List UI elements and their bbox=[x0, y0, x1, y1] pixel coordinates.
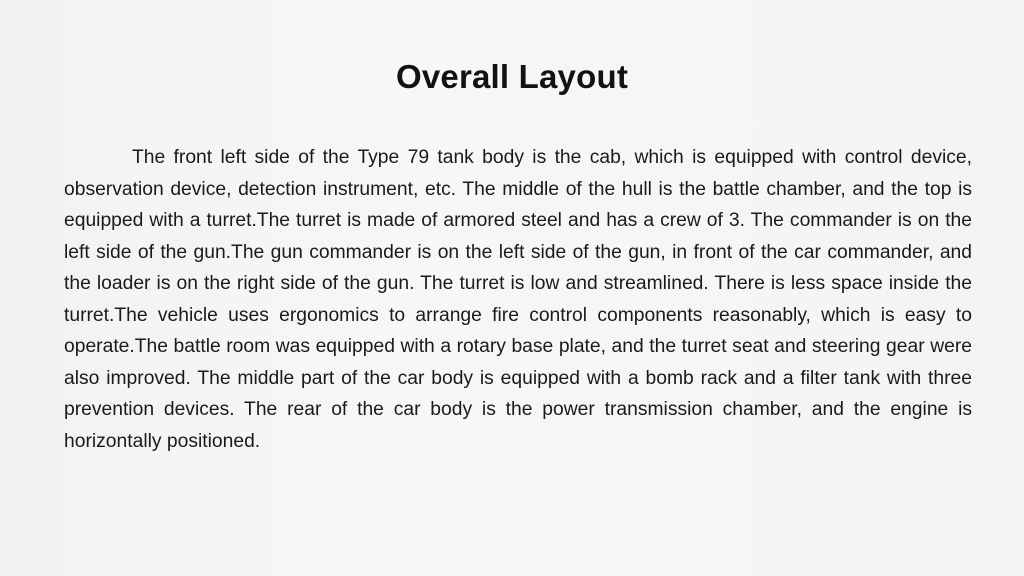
body-paragraph: The front left side of the Type 79 tank body is the cab, which is equipped with control device, observation device, detection instrument, etc. The middle of the hull is the battle chamber, and the top is equipped with a turret.The turret is made of armored steel and has a crew of 3. The commander is on the left side of the gun.The gun commander is on the left side of the gun, in front of the car commander, and the loader is on the right side of the gun. The turret is low and streamlined. There is less space inside the turret.The vehicle uses ergonomics to arrange fire control components reasonably, which is easy to operate.The battle room was equipped with a rotary base plate, and the turret seat and steering gear were also improved. The middle part of the car body is equipped with a bomb rack and a filter tank with three prevention devices. The rear of the car body is the power transmission chamber, and the engine is horizontally positioned. bbox=[64, 147, 972, 452]
page-title: Overall Layout bbox=[395, 58, 629, 95]
slide-body-block bbox=[64, 142, 972, 457]
